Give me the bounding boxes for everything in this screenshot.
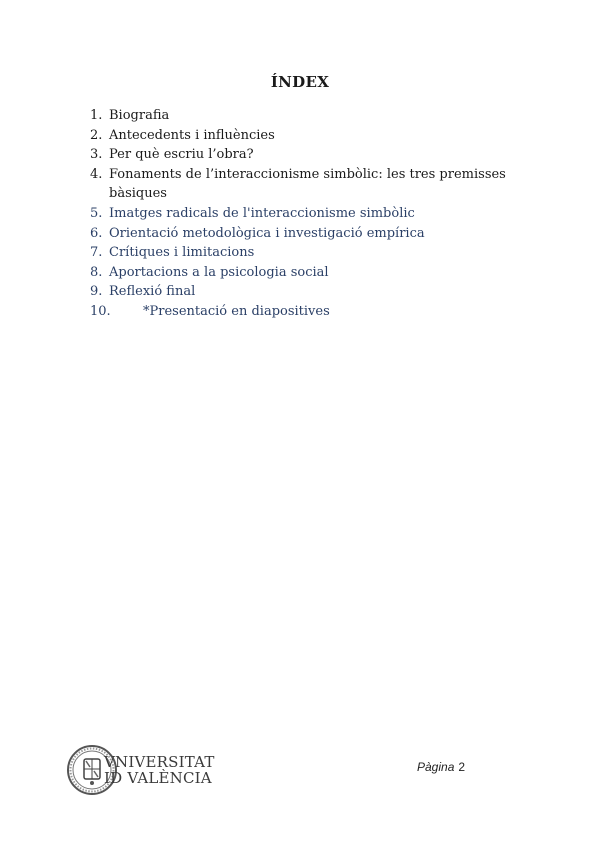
- toc-item: [90, 282, 510, 302]
- toc-number: 3.: [90, 147, 103, 163]
- toc-item: [90, 106, 510, 126]
- index-title: ÍNDEX: [270, 73, 330, 91]
- toc-text: Crítiques i limitacions: [109, 245, 255, 261]
- toc-item: [90, 204, 510, 224]
- toc-number: 5.: [90, 205, 103, 221]
- toc-item: [90, 263, 510, 283]
- table-of-contents: [90, 106, 510, 322]
- toc-number: 2.: [90, 127, 103, 143]
- university-logo: [66, 744, 216, 796]
- toc-text: Reflexió final: [109, 284, 196, 300]
- toc-number: 9.: [90, 284, 103, 300]
- page-number-value: 2: [458, 760, 466, 774]
- logo-line-2: ID VALÈNCIA: [104, 769, 212, 787]
- logo-line-1: VNIVERSITAT: [104, 753, 215, 771]
- page-number: [417, 760, 465, 774]
- toc-text: Imatges radicals de l'interaccionisme simbòlic: [109, 205, 415, 221]
- university-name: [104, 754, 215, 786]
- toc-text: Antecedents i influències: [109, 127, 275, 143]
- toc-number: 10.: [90, 303, 111, 319]
- toc-item: [90, 302, 510, 322]
- toc-number: 4.: [90, 166, 103, 182]
- page-label: Pàgina: [417, 760, 455, 774]
- toc-item: [90, 224, 510, 244]
- toc-text: Fonaments de l’interaccionisme simbòlic: les tres premisses bàsiques: [109, 166, 506, 202]
- toc-text: Biografia: [109, 108, 170, 123]
- toc-number: 1.: [90, 108, 103, 123]
- toc-number: 8.: [90, 264, 103, 280]
- toc-text: *Presentació en diapositives: [143, 303, 330, 319]
- toc-number: 6.: [90, 225, 103, 241]
- toc-text: Orientació metodològica i investigació empírica: [109, 225, 425, 241]
- toc-item: [90, 145, 510, 165]
- toc-number: 7.: [90, 245, 103, 261]
- toc-item: [90, 165, 510, 204]
- toc-text: Aportacions a la psicologia social: [109, 264, 329, 280]
- toc-item: [90, 126, 510, 146]
- toc-text: Per què escriu l’obra?: [109, 147, 254, 163]
- toc-item: [90, 243, 510, 263]
